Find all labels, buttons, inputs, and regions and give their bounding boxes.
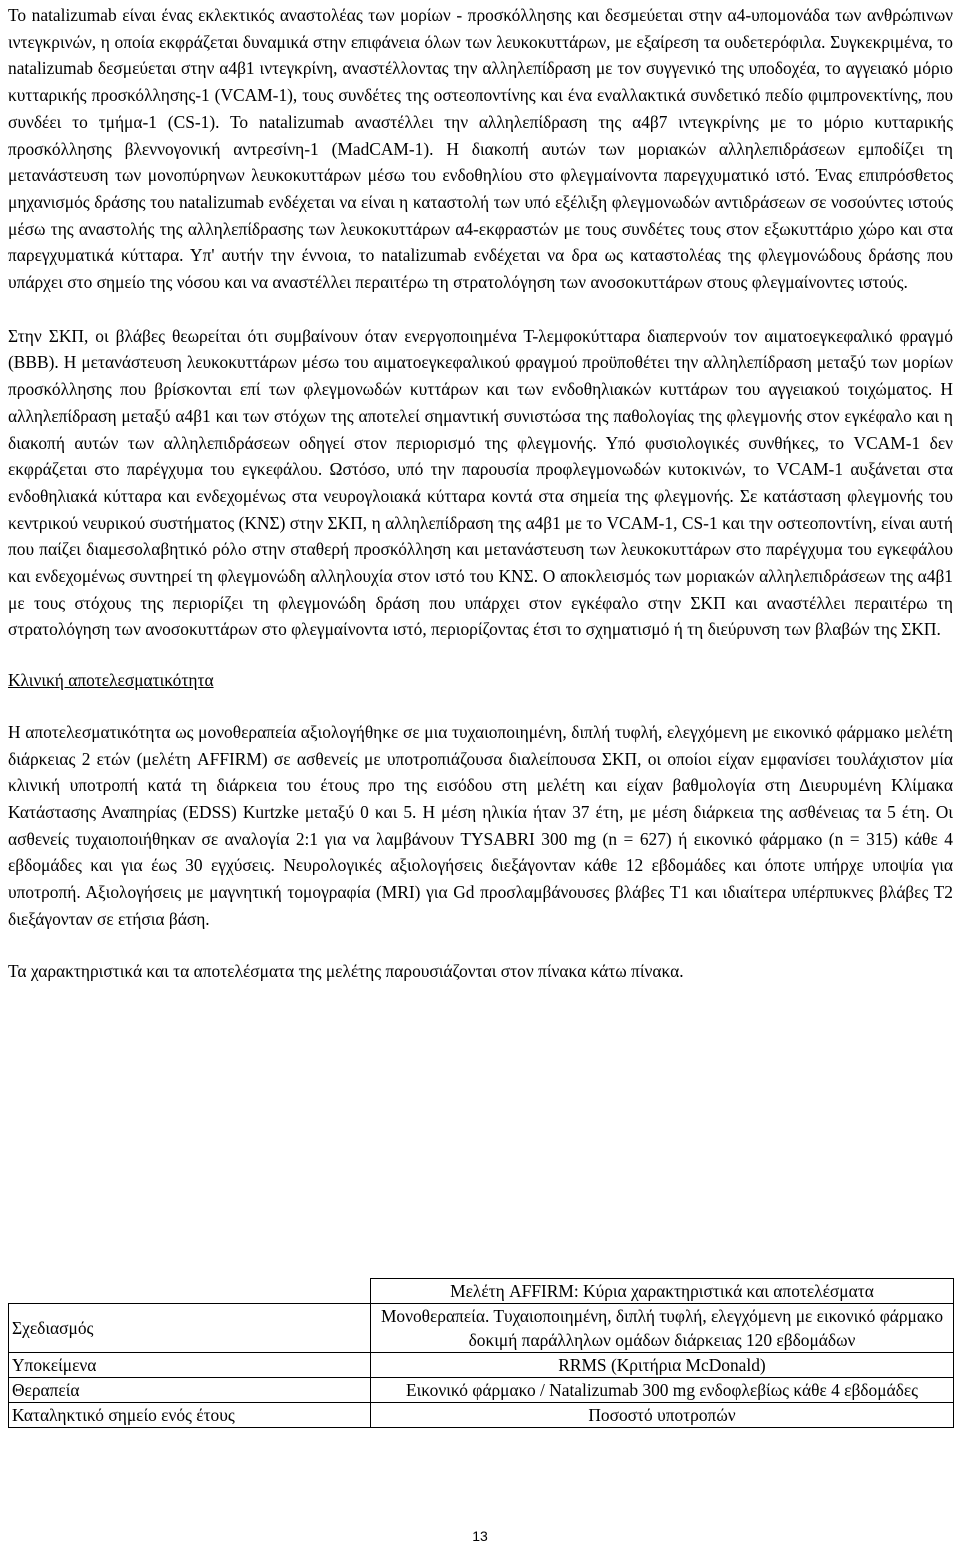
table-row xyxy=(9,1403,954,1428)
table-row xyxy=(9,1378,954,1403)
affirm-study-table xyxy=(8,1278,954,1428)
table-corner-cell xyxy=(9,1279,371,1304)
paragraph-mechanism: Το natalizumab είναι ένας εκλεκτικός αναστολέας των μορίων - προσκόλλησης και δεσμεύεται στην α4-υπομονάδα των ανθρώπινων ιντεγκρινών, η οποία εκφράζεται δυναμικά στην επιφάνεια όλων των λευκοκυττάρων, με εξαίρεση τα ουδετερόφιλα. Συγκεκριμένα, το natalizumab δεσμεύεται στην α4β1 ιντεγκρίνη, αναστέλλοντας την αλληλεπίδραση με τον συγγενικό της υποδοχέα, το αγγειακό μόριο κυτταρικής προσκόλλησης-1 (VCAM-1), τους συνδέτες της οστεοποντίνης και ένα εναλλακτικά συνδετικό πεδίο φιμπρονεκτίνης, που συνδέει το τμήμα-1 (CS-1). Το natalizumab αναστέλλει την αλληλεπίδραση της α4β7 ιντεγκρίνης με το μόριο κυτταρικής προσκόλλησης βλεννογονική αντρεσίνη-1 (MadCAM-1). Η διακοπή αυτών των μοριακών αλληλεπιδράσεων εμποδίζει τη μετανάστευση των μονοπύρηνων λευκοκυττάρων μέσω του ενδοθηλίου στο φλεγμαίνοντα παρεγχυματικό ιστό. Ένας επιπρόσθετος μηχανισμός δράσης του natalizumab ενδέχεται να είναι η καταστολή των υπό εξέλιξη φλεγμονωδών αντιδράσεων σε νοσούντες ιστούς μέσω της αναστολής της αλληλεπίδρασης των λευκοκυττάρων α4-εκφραστών με τους συνδέτες τους στον εξωκυττάριο χώρο και στα παρεγχυματικά κύτταρα. Υπ' αυτήν την έννοια, το natalizumab ενδέχεται να δρα ως καταστολέας της φλεγμονώδους δράσης που υπάρχει στο σημείο της νόσου και να αναστέλλει περαιτέρω τη στρατολόγηση των ανοσοκυττάρων στους φλεγμαίνοντες ιστούς. xyxy=(8,5,953,293)
section-heading-clinical-efficacy: Κλινική αποτελεσματικότητα xyxy=(8,670,214,691)
table-row-label: Σχεδιασμός xyxy=(9,1304,371,1353)
paragraph-table-intro: Τα χαρακτηριστικά και τα αποτελέσματα της μελέτης παρουσιάζονται στον πίνακα κάτω πίνακα. xyxy=(8,960,684,981)
table-row-label: Υποκείμενα xyxy=(9,1353,371,1378)
table-row xyxy=(9,1353,954,1378)
paragraph-ms-lesions: Στην ΣΚΠ, οι βλάβες θεωρείται ότι συμβαίνουν όταν ενεργοποιημένα Τ-λεμφοκύτταρα διαπερνούν τον αιματοεγκεφαλικό φραγμό (ΒΒΒ). Η μετανάστευση λευκοκυττάρων μέσω του αιματοεγκεφαλικού φραγμού προϋποθέτει την αλληλεπίδραση μεταξύ των μορίων προσκόλλησης που βρίσκονται επί των φλεγμονωδών κυττάρων και των ενδοθηλιακών κυττάρων του αγγειακού τοιχώματος. Η αλληλεπίδραση μεταξύ α4β1 και των στόχων της αποτελεί σημαντική συνιστώσα της παθολογίας της φλεγμονής στον εγκέφαλο και η διακοπή αυτών των αλληλεπιδράσεων οδηγεί στον περιορισμό της φλεγμονής. Υπό φυσιολογικές συνθήκες, το VCAM-1 δεν εκφράζεται στο παρέγχυμα του εγκεφάλου. Ωστόσο, υπό την παρουσία προφλεγμονωδών κυτοκινών, το VCAM-1 αυξάνεται στα ενδοθηλιακά κύτταρα και ενδεχομένως στα νευρογλοιακά κύτταρα κοντά στα σημεία της φλεγμονής. Σε κατάσταση φλεγμονής του κεντρικού νευρικού συστήματος (ΚΝΣ) στην ΣΚΠ, η αλληλεπίδραση της α4β1 με το VCAM-1, CS-1 και την οστεοποντίνη, είναι αυτή που παίζει διαμεσολαβητικό ρόλο στην σταθερή προσκόλληση και μετανάστευση των λευκοκυττάρων στο παρέγχυμα του εγκεφάλου και ενδεχομένως συντηρεί τη φλεγμονώδη αλληλουχία στον ιστό του ΚΝΣ. Ο αποκλεισμός των μοριακών αλληλεπιδράσεων της α4β1 με τους στόχους της περιορίζει τη φλεγμονώδη δράση που υπάρχει στον εγκέφαλο στην ΣΚΠ και αναστέλλει περαιτέρω τη στρατολόγηση των ανοσοκυττάρων στο φλεγμαίνοντα ιστό, περιορίζοντας έτσι το σχηματισμό ή τη διεύρυνση των βλαβών της ΣΚΠ. xyxy=(8,325,953,640)
table-row-value: Εικονικό φάρμακο / Natalizumab 300 mg ενδοφλεβίως κάθε 4 εβδομάδες xyxy=(371,1378,954,1403)
page-number: 13 xyxy=(472,1528,488,1544)
table-row-label: Θεραπεία xyxy=(9,1378,371,1403)
document-page xyxy=(8,2,953,984)
table-title: Μελέτη AFFIRM: Κύρια χαρακτηριστικά και αποτελέσματα xyxy=(371,1279,954,1304)
table-row-value: RRMS (Κριτήρια McDonald) xyxy=(371,1353,954,1378)
paragraph-affirm-study: Η αποτελεσματικότητα ως μονοθεραπεία αξιολογήθηκε σε μια τυχαιοποιημένη, διπλή τυφλή, ελεγχόμενη με εικονικό φάρμακο μελέτη διάρκειας 2 ετών (μελέτη AFFIRM) σε ασθενείς με υποτροπιάζουσα διαλείπουσα ΣΚΠ, οι οποίοι είχαν εμφανίσει τουλάχιστον μία κλινική υποτροπή κατά τη διάρκεια του έτους προ της εισόδου στη μελέτη και είχαν βαθμολογία στη Διευρυμένη Κλίμακα Κατάστασης Αναπηρίας (EDSS) Kurtzke μεταξύ 0 και 5. Η μέση ηλικία ήταν 37 έτη, με μέση διάρκεια της ασθένειας τα 5 έτη. Οι ασθενείς τυχαιοποιήθηκαν σε αναλογία 2:1 για να λαμβάνουν TYSABRI 300 mg (n = 627) ή εικονικό φάρμακο (n = 315) κάθε 4 εβδομάδες και για έως 30 εγχύσεις. Νευρολογικές αξιολογήσεις διεξάγονταν κάθε 12 εβδομάδες και όποτε υπήρχε υποψία για υποτροπή. Αξιολογήσεις με μαγνητική τομογραφία (MRI) για Gd προσλαμβάνουσες βλάβες Τ1 και ιδιαίτερα υπέρπυκνες βλάβες Τ2 διεξάγονταν σε ετήσια βάση. xyxy=(8,721,953,929)
table-title-row xyxy=(9,1279,954,1304)
table-row-value: Ποσοστό υποτροπών xyxy=(371,1403,954,1428)
table-row xyxy=(9,1304,954,1353)
table-row-label: Καταληκτικό σημείο ενός έτους xyxy=(9,1403,371,1428)
table-row-value: Μονοθεραπεία. Τυχαιοποιημένη, διπλή τυφλή, ελεγχόμενη με εικονικό φάρμακο δοκιμή παράλληλων ομάδων διάρκειας 120 εβδομάδων xyxy=(371,1304,954,1353)
